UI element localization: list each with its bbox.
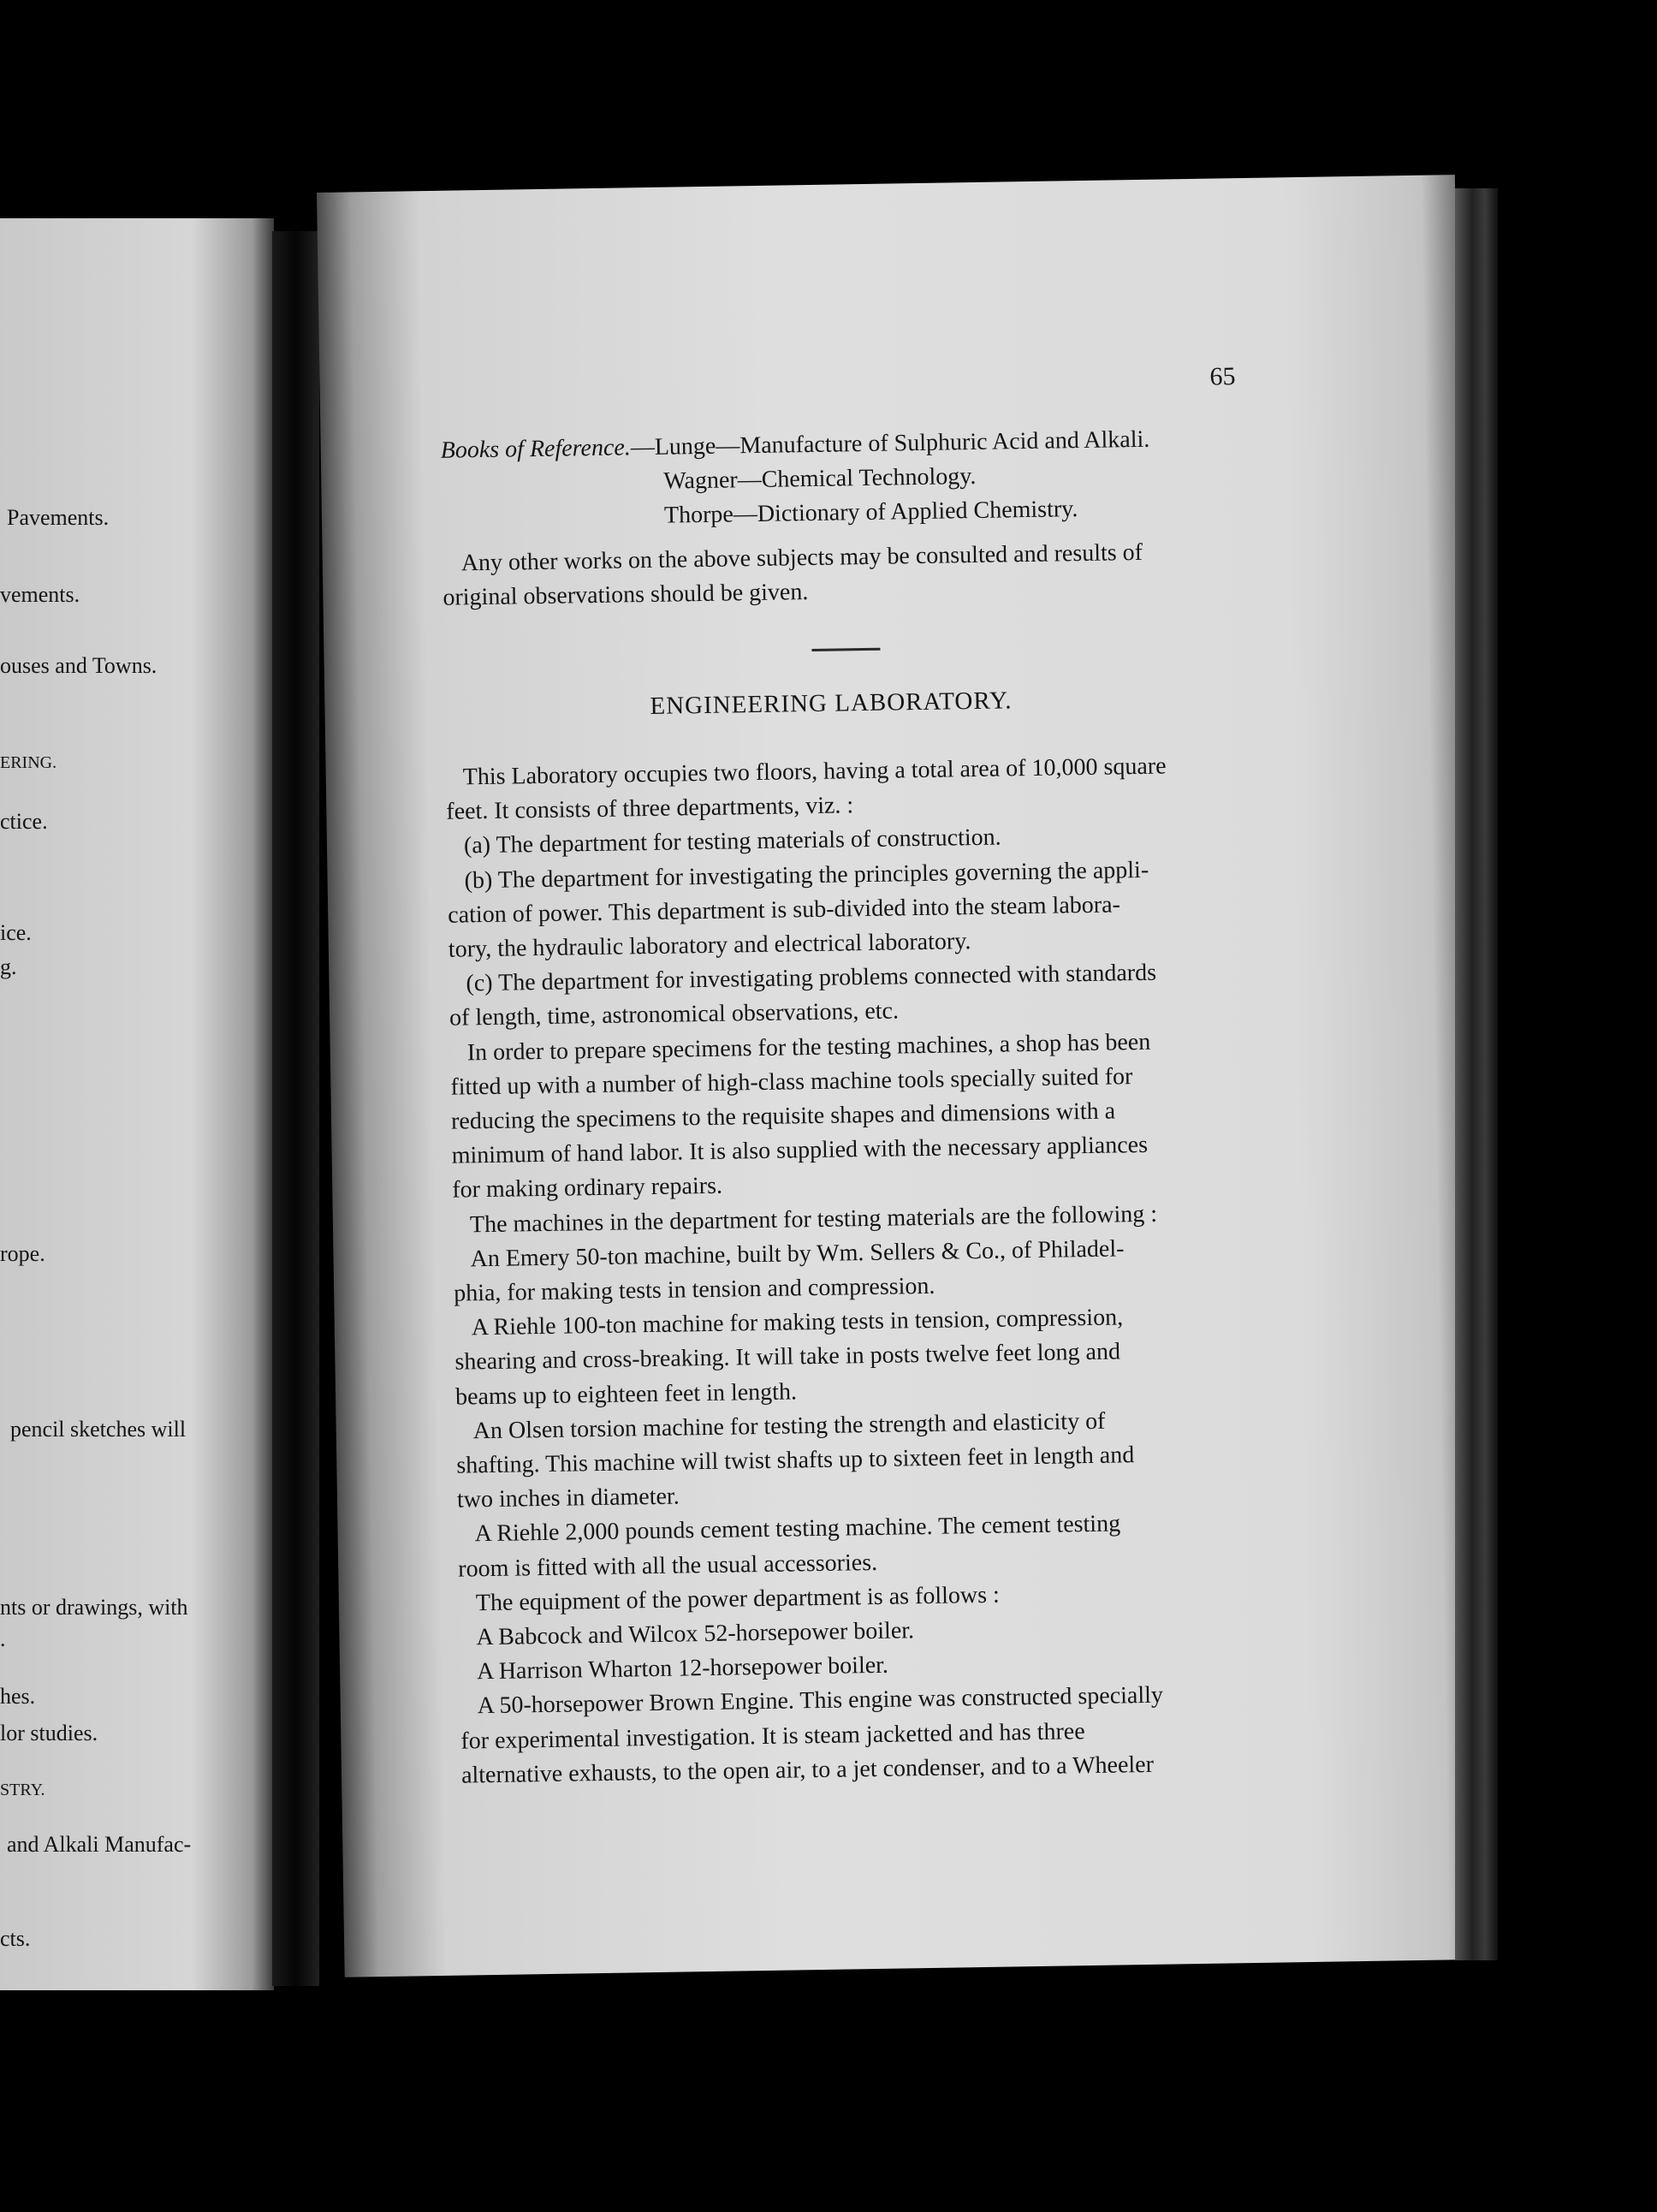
reference-line	[441, 426, 1150, 465]
intro-line: original observations should be given.	[442, 579, 809, 611]
body-line: of length, time, astronomical observations, etc.	[448, 997, 900, 1032]
left-line: ouses and Towns.	[0, 653, 157, 678]
left-line: nts or drawings, with	[0, 1595, 188, 1620]
body-line: feet. It consists of three departments, viz. :	[446, 792, 854, 825]
body-line: for experimental investigation. It is steam jacketted and has three	[460, 1717, 1085, 1755]
body-line: The equipment of the power department is as follows :	[475, 1581, 1001, 1617]
body-line: (c) The department for investigating problems connected with standards	[466, 959, 1157, 997]
reference-entry: —Lunge—Manufacture of Sulphuric Acid and Alkali.	[630, 425, 1150, 461]
body-line: phia, for making tests in tension and compression.	[453, 1272, 935, 1307]
left-line: .	[0, 1626, 6, 1651]
reference-entry: Thorpe—Dictionary of Applied Chemistry.	[663, 496, 1078, 529]
body-line: cation of power. This department is sub-divided into the steam labora-	[448, 891, 1121, 929]
page-edge	[1455, 188, 1498, 1960]
body-line: (b) The department for investigating the principles governing the appli-	[464, 856, 1149, 894]
section-heading: ENGINEERING LABORATORY.	[650, 687, 1013, 720]
left-line: cts.	[0, 1926, 31, 1951]
right-page	[317, 175, 1483, 1977]
body-line: In order to prepare specimens for the testing machines, a shop has been	[466, 1028, 1151, 1066]
left-line: hes.	[0, 1684, 36, 1709]
body-line: (a) The department for testing materials of construction.	[463, 824, 1001, 859]
reference-entry: Wagner—Chemical Technology.	[663, 462, 977, 495]
body-line: A Harrison Wharton 12-horsepower boiler.	[476, 1651, 889, 1686]
body-line: An Olsen torsion machine for testing the strength and elasticity of	[472, 1407, 1106, 1445]
body-line: reducing the specimens to the requisite shapes and dimensions with a	[450, 1097, 1116, 1135]
left-page	[0, 218, 274, 1990]
body-line: shafting. This machine will twist shafts up to sixteen feet in length and	[456, 1442, 1135, 1479]
body-line: minimum of hand labor. It is also supplied with the necessary appliances	[451, 1132, 1149, 1169]
body-line: A 50-horsepower Brown Engine. This engine was constructed specially	[477, 1682, 1164, 1720]
left-line: and Alkali Manufac-	[7, 1832, 192, 1857]
page-number: 65	[1209, 362, 1236, 391]
body-line: room is fitted with all the usual accessories.	[458, 1549, 878, 1583]
body-line: An Emery 50-ton machine, built by Wm. Sellers & Co., of Philadel-	[470, 1235, 1125, 1273]
left-line: lor studies.	[0, 1721, 98, 1745]
left-line: rope.	[0, 1241, 45, 1266]
left-line: STRY.	[0, 1781, 45, 1799]
left-line: Pavements.	[7, 505, 110, 530]
left-line: ice.	[0, 920, 32, 945]
body-line: A Babcock and Wilcox 52-horsepower boiler.	[476, 1617, 915, 1651]
body-line: A Riehle 100-ton machine for making tests in tension, compression,	[471, 1304, 1124, 1341]
reference-label: Books of Reference.	[440, 434, 632, 464]
body-line: for making ordinary repairs.	[452, 1173, 723, 1204]
left-line: vements.	[0, 582, 80, 607]
body-line: The machines in the department for testing materials are the following :	[469, 1200, 1158, 1238]
body-line: shearing and cross-breaking. It will take in posts twelve feet long and	[454, 1338, 1121, 1377]
left-line: pencil sketches will	[10, 1417, 187, 1442]
left-line: ERING.	[0, 753, 57, 772]
body-line: two inches in diameter.	[456, 1483, 680, 1513]
body-line: beams up to eighteen feet in length.	[454, 1377, 798, 1411]
left-line: g.	[0, 954, 17, 979]
body-line: This Laboratory occupies two floors, having a total area of 10,000 square	[462, 752, 1167, 791]
intro-line: Any other works on the above subjects may be consulted and results of	[460, 538, 1143, 577]
section-divider	[811, 648, 880, 651]
body-line: alternative exhausts, to the open air, to a jet condenser, and to a Wheeler	[460, 1751, 1155, 1789]
body-line: A Riehle 2,000 pounds cement testing machine. The cement testing	[474, 1510, 1121, 1548]
left-line: ctice.	[0, 809, 48, 834]
book-gutter	[272, 231, 319, 1986]
body-line: fitted up with a number of high-class machine tools specially suited for	[450, 1062, 1133, 1101]
body-line: tory, the hydraulic laboratory and electrical laboratory.	[448, 928, 971, 963]
